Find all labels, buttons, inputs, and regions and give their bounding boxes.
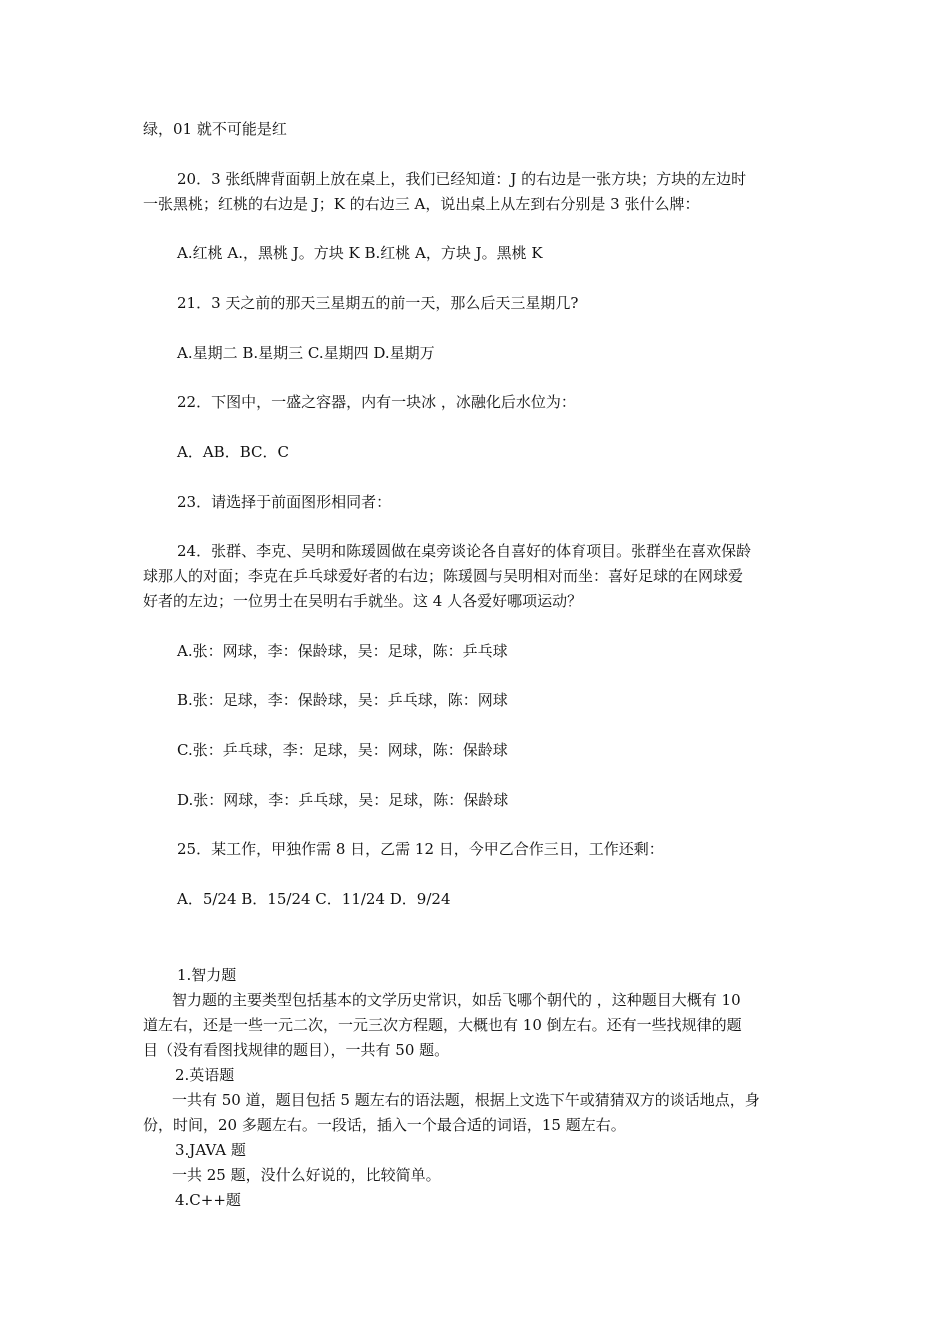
question-21-text: 21．3 天之前的那天三星期五的前一天，那么后天三星期几?	[177, 294, 579, 312]
text-line: 绿，01 就不可能是红	[143, 120, 287, 138]
question-24-option-b: B.张：足球，李：保龄球，吴：乒乓球，陈：网球	[177, 691, 508, 709]
question-20-text: 20．3 张纸牌背面朝上放在桌上，我们已经知道：J 的右边是一张方块；方块的左边时	[177, 170, 747, 188]
section-paragraph-cont: 目（没有看图找规律的题目），一共有 50 题。	[143, 1041, 450, 1059]
question-24-option-d: D.张：网球，李：乒乓球，吴：足球，陈：保龄球	[177, 791, 509, 809]
section-heading: 1.智力题	[177, 966, 237, 984]
section-paragraph: 智力题的主要类型包括基本的文学历史常识，如岳飞哪个朝代的 ，这种题目大概有 10	[172, 991, 741, 1009]
question-25-options: A．5/24 B．15/24 C．11/24 D．9/24	[177, 890, 451, 908]
section-paragraph: 一共 25 题，没什么好说的，比较简单。	[172, 1166, 441, 1184]
question-21-options: A.星期二 B.星期三 C.星期四 D.星期万	[177, 344, 435, 362]
question-24-text-cont: 球那人的对面；李克在乒乓球爱好者的右边；陈瑗圆与吴明相对而坐：喜好足球的在网球爱	[143, 567, 744, 585]
question-25-text: 25．某工作，甲独作需 8 日，乙需 12 日，今甲乙合作三日，工作还剩：	[177, 840, 664, 858]
section-paragraph-cont: 份，时间，20 多题左右。一段话，插入一个最合适的词语，15 题左右。	[143, 1116, 626, 1134]
question-22-text: 22．下图中，一盛之容器，内有一块冰 ，冰融化后水位为：	[177, 393, 576, 411]
question-20-text-cont: 一张黑桃；红桃的右边是 J；K 的右边三 A，说出桌上从左到右分别是 3 张什么牌：	[143, 195, 700, 213]
section-heading: 2.英语题	[175, 1066, 235, 1084]
question-23-text: 23．请选择于前面图形相同者：	[177, 493, 392, 511]
section-paragraph-cont: 道左右，还是一些一元二次，一元三次方程题，大概也有 10 倒左右。还有一些找规律的题	[143, 1016, 742, 1034]
question-24-option-c: C.张：乒乓球，李：足球，吴：网球，陈：保龄球	[177, 741, 508, 759]
question-24-text-cont: 好者的左边；一位男士在吴明右手就坐。这 4 人各爱好哪项运动？	[143, 592, 583, 610]
question-22-options: A．AB．BC．C	[177, 443, 289, 461]
question-24-text: 24．张群、李克、吴明和陈瑗圆做在桌旁谈论各自喜好的体育项目。张群坐在喜欢保龄	[177, 542, 752, 560]
question-24-option-a: A.张：网球，李：保龄球，吴：足球，陈：乒乓球	[177, 642, 508, 660]
section-heading: 4.C++题	[175, 1191, 241, 1209]
section-paragraph: 一共有 50 道，题目包括 5 题左右的语法题，根据上文选下午或猜猜双方的谈话地点，身	[172, 1091, 760, 1109]
question-20-options: A.红桃 A.，黑桃 J。方块 K B.红桃 A，方块 J。黑桃 K	[177, 244, 543, 262]
section-heading: 3.JAVA 题	[175, 1141, 246, 1159]
